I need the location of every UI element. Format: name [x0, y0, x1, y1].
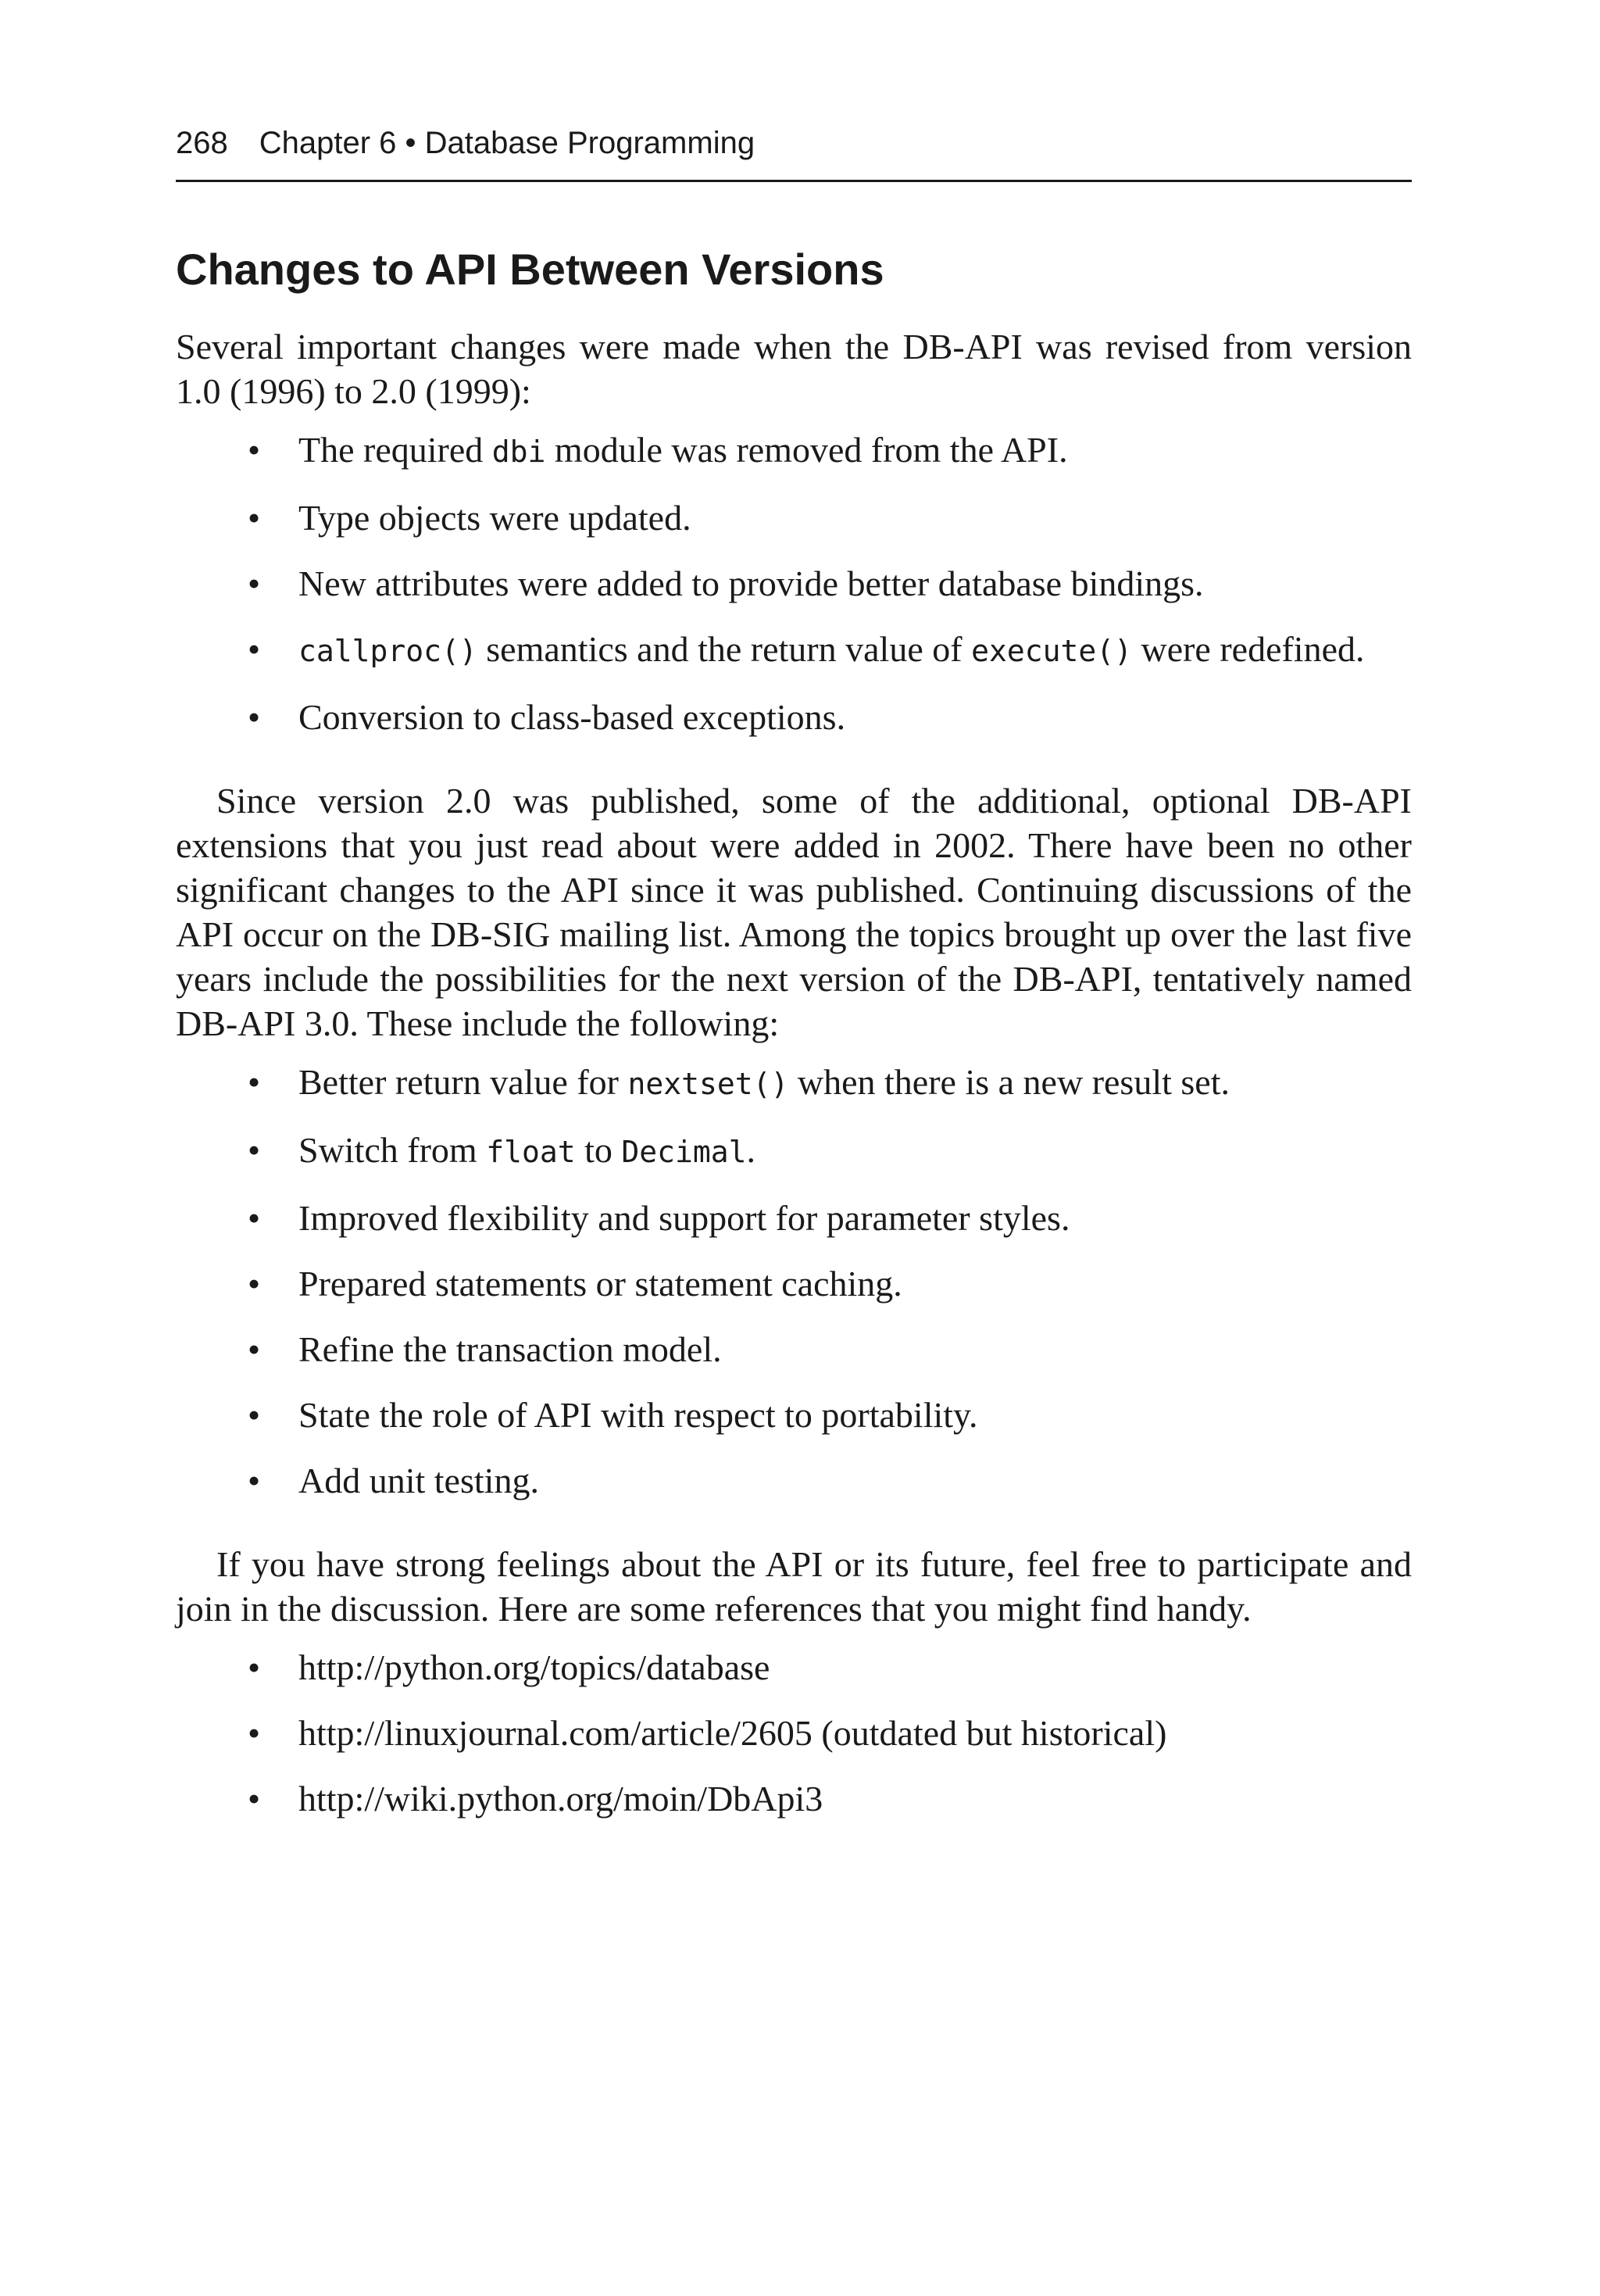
reference-link[interactable]: • http://python.org/topics/database: [176, 1645, 1431, 1690]
list-item: • callproc() semantics and the return value of execute() were redefined.: [176, 627, 1377, 674]
page-number: 268: [176, 126, 228, 160]
list-item: • State the role of API with respect to portability.: [176, 1393, 1377, 1437]
list-item: • Improved flexibility and support for parameter styles.: [176, 1196, 1377, 1240]
code-execute: execute(): [971, 634, 1132, 668]
list-item: • Switch from float to Decimal.: [176, 1128, 1377, 1175]
intro-paragraph: Several important changes were made when the DB-API was revised from version 1.0 (1996) to 2.0 (1999):: [176, 327, 1412, 411]
bullet-icon: •: [248, 498, 261, 538]
chapter-title: Chapter 6 • Database Programming: [259, 126, 755, 160]
code-dbi: dbi: [491, 435, 546, 469]
bullet-icon: •: [248, 1713, 261, 1753]
list-item: • Prepared statements or statement caching.: [176, 1261, 1377, 1306]
bullet-icon: •: [248, 1329, 261, 1369]
future-list: [176, 1060, 1412, 1503]
list-item: • Conversion to class-based exceptions.: [176, 695, 1377, 739]
bullet-icon: •: [248, 430, 261, 470]
bullet-icon: •: [248, 1198, 261, 1238]
bullet-icon: •: [248, 629, 261, 669]
changes-list: [176, 427, 1412, 739]
code-float: float: [486, 1135, 576, 1169]
list-item: • Better return value for nextset() when there is a new result set.: [176, 1060, 1255, 1107]
list-item: • Type objects were updated.: [176, 495, 1377, 540]
bullet-icon: •: [248, 1395, 261, 1435]
code-callproc: callproc(): [298, 634, 477, 668]
running-header: [176, 123, 1412, 182]
body-text: [176, 324, 1412, 1860]
reference-link[interactable]: • http://linuxjournal.com/article/2605 (outdated but historical): [176, 1711, 1431, 1755]
bullet-icon: •: [248, 1779, 261, 1819]
bullet-icon: •: [248, 1264, 261, 1304]
bullet-icon: •: [248, 1647, 261, 1687]
bullet-icon: •: [248, 1461, 261, 1500]
list-item: • Add unit testing.: [176, 1458, 1377, 1503]
bullet-icon: •: [248, 1062, 261, 1102]
bullet-icon: •: [248, 1130, 261, 1170]
list-item: • Refine the transaction model.: [176, 1327, 1377, 1372]
section-heading: Changes to API Between Versions: [176, 245, 884, 294]
bullet-icon: •: [248, 563, 261, 603]
bullet-icon: •: [248, 697, 261, 737]
code-nextset: nextset(): [627, 1067, 789, 1101]
body-paragraph-3: If you have strong feelings about the API or its future, feel free to participate and join in the discussion. Here are some references that you might find handy.: [176, 1544, 1412, 1629]
body-paragraph-2: Since version 2.0 was published, some of the additional, optional DB-API extensions that you just read about were added in 2002. There have been no other significant changes to the API since it was published. Continuing discussions of the API occur on the DB-SIG mailing list. Among the topics brought up over the last five years include the possibilities for the next version of the DB-API, tentatively named DB-API 3.0. These include the following:: [176, 781, 1412, 1043]
reference-link[interactable]: • http://wiki.python.org/moin/DbApi3: [176, 1776, 1431, 1821]
references-list: [176, 1645, 1412, 1821]
list-item: • The required dbi module was removed from the API.: [176, 427, 1431, 474]
code-decimal: Decimal: [621, 1135, 747, 1169]
list-item: • New attributes were added to provide better database bindings.: [176, 561, 1275, 606]
